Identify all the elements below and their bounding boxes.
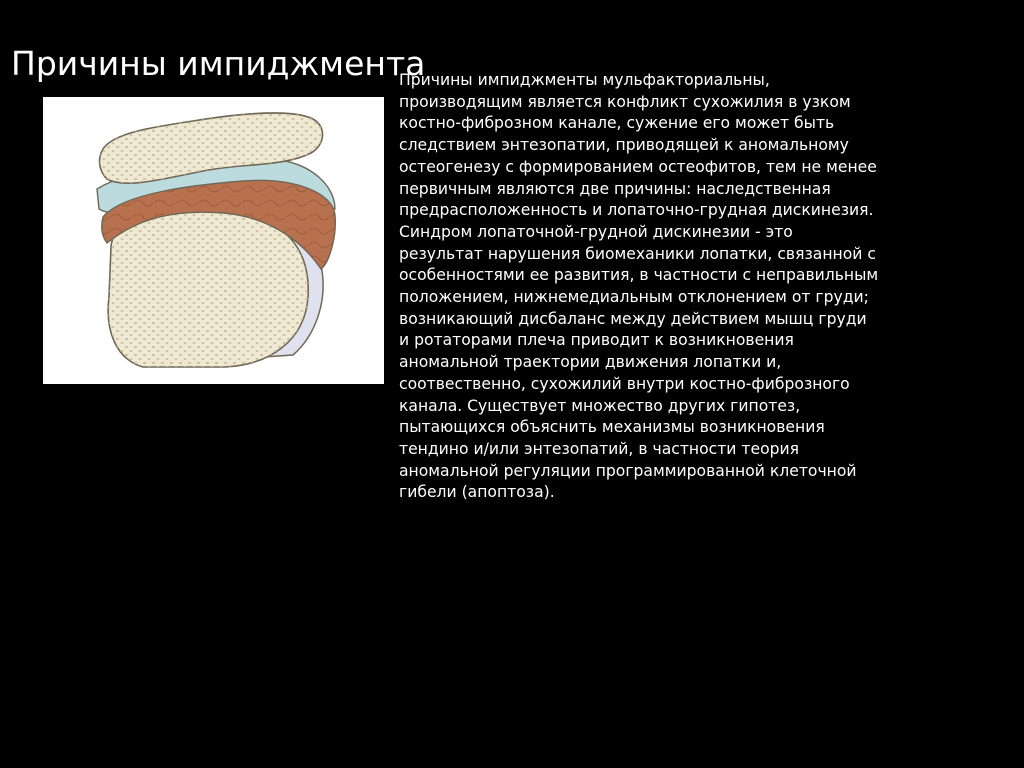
body-text: Причины импиджменты мульфакториальны, производящим является конфликт сухожилия в узком костно-фиброзном канале, сужение его может быть следствием энтезопатии, приводящей к аномальному остеогенезу с формированием остеофитов, тем не менее первичным являются две причины: наследственная предрасположенность и лопаточно-грудная дискинезия. Синдром лопаточной-грудной дискинезии - это результат нарушения биомеханики лопатки, связанной с особенностями ее развития, в частности с неправильным положением, нижнемедиальным отклонением от груди; возникающий дисбаланс между действием мышц груди и ротаторами плеча приводит к возникновения аномальной траектории движения лопатки и, соотвественно, сухожилий внутри костно-фиброзного канала. Существует множество других гипотез, пытающихся объяснить механизмы возникновения тендино и/или энтезопатий, в частности теория аномальной регуляции программированной клеточной гибели (апоптоза). bbox=[399, 71, 879, 502]
shoulder-impingement-illustration bbox=[43, 97, 384, 384]
slide-title: Причины импиджмента bbox=[11, 44, 426, 83]
shoulder-impingement-anatomy-icon bbox=[43, 97, 384, 384]
